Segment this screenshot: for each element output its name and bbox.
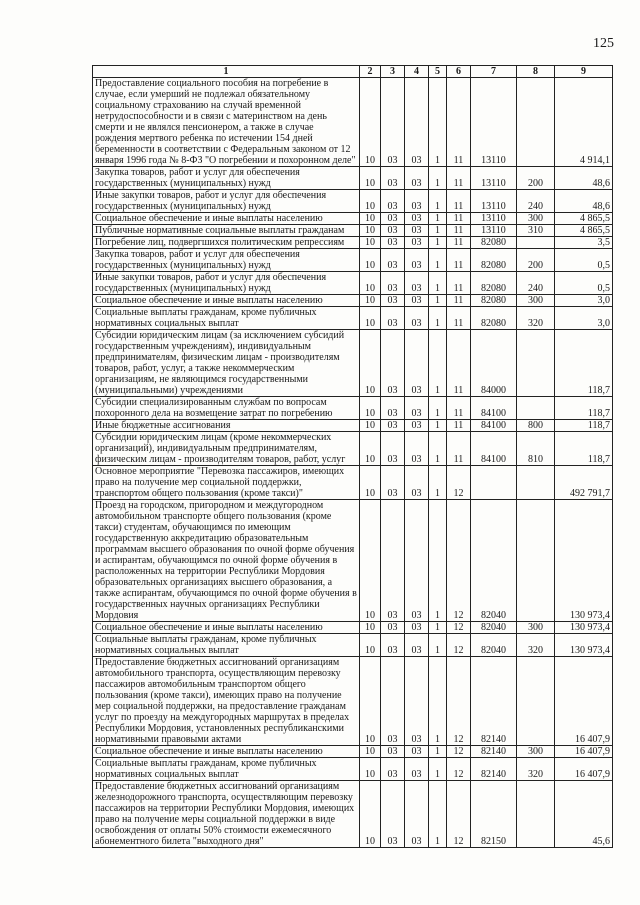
table-row	[93, 500, 613, 622]
code-program: 03	[405, 167, 429, 190]
table-row	[93, 622, 613, 634]
code-direction: 82140	[471, 746, 517, 758]
code-direction: 82040	[471, 622, 517, 634]
code-program: 03	[405, 397, 429, 420]
code-expense-type	[517, 78, 555, 167]
code-subprogram: 1	[429, 213, 447, 225]
table-row	[93, 167, 613, 190]
code-event: 11	[447, 397, 471, 420]
row-name: Публичные нормативные социальные выплаты гражданам	[93, 225, 360, 237]
code-section: 10	[360, 657, 381, 746]
code-subprogram: 1	[429, 330, 447, 397]
code-subprogram: 1	[429, 746, 447, 758]
table-row	[93, 272, 613, 295]
code-direction: 13110	[471, 213, 517, 225]
code-subprogram: 1	[429, 420, 447, 432]
code-direction: 13110	[471, 78, 517, 167]
row-name: Субсидии юридическим лицам (кроме некоммерческих организаций), индивидуальным предпринимателям, физическим лицам - производителям товаров, работ, услуг	[93, 432, 360, 466]
code-section: 10	[360, 307, 381, 330]
code-subprogram: 1	[429, 249, 447, 272]
code-subprogram: 1	[429, 622, 447, 634]
code-program: 03	[405, 500, 429, 622]
code-program: 03	[405, 758, 429, 781]
code-subsection: 03	[381, 225, 405, 237]
amount: 16 407,9	[555, 746, 613, 758]
code-subprogram: 1	[429, 432, 447, 466]
code-event: 12	[447, 634, 471, 657]
table-body	[93, 78, 613, 848]
code-direction: 13110	[471, 167, 517, 190]
table-row	[93, 397, 613, 420]
code-expense-type	[517, 657, 555, 746]
code-subsection: 03	[381, 295, 405, 307]
code-direction: 82140	[471, 758, 517, 781]
code-expense-type	[517, 500, 555, 622]
code-subsection: 03	[381, 307, 405, 330]
code-event: 11	[447, 420, 471, 432]
code-program: 03	[405, 466, 429, 500]
code-event: 12	[447, 781, 471, 848]
amount: 118,7	[555, 330, 613, 397]
code-event: 12	[447, 657, 471, 746]
code-expense-type: 200	[517, 249, 555, 272]
code-program: 03	[405, 622, 429, 634]
code-subsection: 03	[381, 237, 405, 249]
code-direction: 82080	[471, 249, 517, 272]
code-subsection: 03	[381, 622, 405, 634]
header-cell: 2	[360, 66, 381, 78]
amount: 3,0	[555, 307, 613, 330]
row-name: Социальные выплаты гражданам, кроме публичных нормативных социальных выплат	[93, 758, 360, 781]
code-subprogram: 1	[429, 466, 447, 500]
code-program: 03	[405, 78, 429, 167]
code-subsection: 03	[381, 781, 405, 848]
code-subprogram: 1	[429, 237, 447, 249]
code-subsection: 03	[381, 213, 405, 225]
code-subprogram: 1	[429, 295, 447, 307]
header-cell: 5	[429, 66, 447, 78]
code-program: 03	[405, 225, 429, 237]
code-direction: 82080	[471, 295, 517, 307]
code-section: 10	[360, 420, 381, 432]
code-section: 10	[360, 272, 381, 295]
table-row	[93, 432, 613, 466]
code-direction: 82040	[471, 634, 517, 657]
header-cell: 9	[555, 66, 613, 78]
row-name: Социальное обеспечение и иные выплаты населению	[93, 622, 360, 634]
code-subprogram: 1	[429, 190, 447, 213]
code-program: 03	[405, 657, 429, 746]
code-expense-type: 320	[517, 307, 555, 330]
row-name: Социальное обеспечение и иные выплаты населению	[93, 295, 360, 307]
code-event: 11	[447, 167, 471, 190]
code-subsection: 03	[381, 397, 405, 420]
code-section: 10	[360, 746, 381, 758]
row-name: Погребение лиц, подвергшихся политическим репрессиям	[93, 237, 360, 249]
row-name: Социальные выплаты гражданам, кроме публичных нормативных социальных выплат	[93, 307, 360, 330]
code-event: 12	[447, 500, 471, 622]
code-subprogram: 1	[429, 758, 447, 781]
table-row	[93, 466, 613, 500]
code-program: 03	[405, 213, 429, 225]
code-subsection: 03	[381, 432, 405, 466]
row-name: Предоставление социального пособия на погребение в случае, если умерший не подлежал обязательному социальному страхованию на случай временной нетрудоспособности и в связи с материнством на день смерти и не являлся пенсионером, а также в случае рождения мертвого ребенка по истечении 154 дней беременности в соответствии с Федеральным законом от 12 января 1996 года № 8-ФЗ "О погребении и похоронном деле"	[93, 78, 360, 167]
row-name: Субсидии юридическим лицам (за исключением субсидий государственным учреждениям), индивидуальным предпринимателям, физическим лицам - производителям товаров, работ, услуг, а также некоммерческим организациям, не являющимся государственными (муниципальными) учреждениями	[93, 330, 360, 397]
code-section: 10	[360, 634, 381, 657]
row-name: Основное мероприятие "Перевозка пассажиров, имеющих право на получение мер социальной поддержки, транспортом общего пользования (кроме такси)"	[93, 466, 360, 500]
code-expense-type: 810	[517, 432, 555, 466]
code-direction: 13110	[471, 225, 517, 237]
code-subprogram: 1	[429, 307, 447, 330]
table-row	[93, 420, 613, 432]
code-section: 10	[360, 432, 381, 466]
code-subprogram: 1	[429, 225, 447, 237]
code-event: 12	[447, 622, 471, 634]
code-direction: 82150	[471, 781, 517, 848]
code-program: 03	[405, 237, 429, 249]
code-event: 11	[447, 432, 471, 466]
header-cell: 6	[447, 66, 471, 78]
code-event: 11	[447, 78, 471, 167]
row-name: Иные закупки товаров, работ и услуг для обеспечения государственных (муниципальных) нужд	[93, 272, 360, 295]
code-subprogram: 1	[429, 167, 447, 190]
code-program: 03	[405, 781, 429, 848]
code-event: 11	[447, 249, 471, 272]
table-row	[93, 190, 613, 213]
code-subsection: 03	[381, 249, 405, 272]
code-direction: 84000	[471, 330, 517, 397]
code-expense-type: 320	[517, 758, 555, 781]
code-section: 10	[360, 225, 381, 237]
table-row	[93, 249, 613, 272]
code-direction: 13110	[471, 190, 517, 213]
code-event: 11	[447, 190, 471, 213]
code-event: 11	[447, 307, 471, 330]
code-expense-type: 300	[517, 622, 555, 634]
code-subsection: 03	[381, 758, 405, 781]
header-cell: 4	[405, 66, 429, 78]
code-expense-type	[517, 330, 555, 397]
row-name: Предоставление бюджетных ассигнований организациям железнодорожного транспорта, осуществляющим перевозку пассажиров на территории Республики Мордовия, имеющих право на получение меры социальной поддержки в виде освобождения от оплаты 50% стоимости ежемесячного абонементного билета "выходного дня"	[93, 781, 360, 848]
code-subprogram: 1	[429, 272, 447, 295]
amount: 0,5	[555, 249, 613, 272]
amount: 3,0	[555, 295, 613, 307]
code-expense-type	[517, 397, 555, 420]
amount: 45,6	[555, 781, 613, 848]
table-row	[93, 746, 613, 758]
code-direction: 84100	[471, 397, 517, 420]
code-event: 11	[447, 272, 471, 295]
code-program: 03	[405, 634, 429, 657]
code-subprogram: 1	[429, 634, 447, 657]
code-section: 10	[360, 295, 381, 307]
row-name: Проезд на городском, пригородном и междугородном автомобильном транспорте общего пользования (кроме такси) студентам, обучающимся по имеющим государственную аккредитацию образовательным программам высшего образования по очной форме обучения и аспирантам, обучающимся по очной форме обучения в расположенных на территории Республики Мордовия образовательных организациях высшего образования, а также аспирантам, обучающимся по очной форме обучения в государственных научных организациях Республики Мордовия	[93, 500, 360, 622]
code-section: 10	[360, 758, 381, 781]
code-subprogram: 1	[429, 397, 447, 420]
amount: 492 791,7	[555, 466, 613, 500]
code-direction: 82080	[471, 237, 517, 249]
amount: 118,7	[555, 420, 613, 432]
code-program: 03	[405, 746, 429, 758]
code-subsection: 03	[381, 657, 405, 746]
amount: 3,5	[555, 237, 613, 249]
code-subsection: 03	[381, 500, 405, 622]
code-subsection: 03	[381, 330, 405, 397]
code-section: 10	[360, 190, 381, 213]
header-row	[93, 66, 613, 78]
code-expense-type: 310	[517, 225, 555, 237]
row-name: Социальное обеспечение и иные выплаты населению	[93, 213, 360, 225]
code-subsection: 03	[381, 746, 405, 758]
code-section: 10	[360, 397, 381, 420]
code-direction: 84100	[471, 432, 517, 466]
header-cell: 7	[471, 66, 517, 78]
code-section: 10	[360, 213, 381, 225]
table-row	[93, 657, 613, 746]
code-subsection: 03	[381, 466, 405, 500]
code-subsection: 03	[381, 420, 405, 432]
row-name: Иные закупки товаров, работ и услуг для обеспечения государственных (муниципальных) нужд	[93, 190, 360, 213]
table-row	[93, 781, 613, 848]
code-section: 10	[360, 500, 381, 622]
amount: 4 914,1	[555, 78, 613, 167]
amount: 16 407,9	[555, 758, 613, 781]
amount: 48,6	[555, 190, 613, 213]
code-event: 12	[447, 466, 471, 500]
amount: 0,5	[555, 272, 613, 295]
table-row	[93, 78, 613, 167]
row-name: Социальное обеспечение и иные выплаты населению	[93, 746, 360, 758]
budget-table	[92, 65, 613, 848]
code-program: 03	[405, 307, 429, 330]
table-row	[93, 213, 613, 225]
code-section: 10	[360, 781, 381, 848]
row-name: Закупка товаров, работ и услуг для обеспечения государственных (муниципальных) нужд	[93, 249, 360, 272]
amount: 118,7	[555, 397, 613, 420]
row-name: Предоставление бюджетных ассигнований организациям автомобильного транспорта, осуществляющим перевозку пассажиров автомобильным транспортом общего пользования (кроме такси), имеющих право на получение мер социальной поддержки, на предоставление гражданам услуг по проезду на междугородных маршрутах в пределах Республики Мордовия, установленных республиканскими нормативными правовыми актами	[93, 657, 360, 746]
code-direction: 82140	[471, 657, 517, 746]
header-cell: 1	[93, 66, 360, 78]
code-event: 11	[447, 330, 471, 397]
code-section: 10	[360, 622, 381, 634]
amount: 130 973,4	[555, 622, 613, 634]
code-program: 03	[405, 249, 429, 272]
code-event: 11	[447, 295, 471, 307]
page-number: 125	[593, 36, 614, 51]
code-expense-type: 300	[517, 213, 555, 225]
row-name: Закупка товаров, работ и услуг для обеспечения государственных (муниципальных) нужд	[93, 167, 360, 190]
code-subprogram: 1	[429, 781, 447, 848]
table-row	[93, 237, 613, 249]
table-row	[93, 330, 613, 397]
code-section: 10	[360, 249, 381, 272]
code-expense-type: 320	[517, 634, 555, 657]
code-program: 03	[405, 272, 429, 295]
code-event: 11	[447, 225, 471, 237]
code-event: 11	[447, 213, 471, 225]
code-section: 10	[360, 237, 381, 249]
code-direction: 84100	[471, 420, 517, 432]
code-event: 11	[447, 237, 471, 249]
code-direction: 82080	[471, 272, 517, 295]
amount: 130 973,4	[555, 634, 613, 657]
code-expense-type	[517, 466, 555, 500]
table-row	[93, 758, 613, 781]
code-program: 03	[405, 190, 429, 213]
code-subsection: 03	[381, 634, 405, 657]
code-expense-type: 240	[517, 190, 555, 213]
code-event: 12	[447, 758, 471, 781]
code-direction: 82040	[471, 500, 517, 622]
code-section: 10	[360, 330, 381, 397]
row-name: Субсидии специализированным службам по вопросам похоронного дела на возмещение затрат по погребению	[93, 397, 360, 420]
header-cell: 8	[517, 66, 555, 78]
code-program: 03	[405, 420, 429, 432]
code-subsection: 03	[381, 272, 405, 295]
code-section: 10	[360, 167, 381, 190]
amount: 16 407,9	[555, 657, 613, 746]
code-subsection: 03	[381, 190, 405, 213]
code-section: 10	[360, 466, 381, 500]
code-expense-type: 200	[517, 167, 555, 190]
code-section: 10	[360, 78, 381, 167]
code-subprogram: 1	[429, 78, 447, 167]
code-expense-type	[517, 781, 555, 848]
code-program: 03	[405, 295, 429, 307]
code-subprogram: 1	[429, 500, 447, 622]
code-expense-type: 300	[517, 746, 555, 758]
amount: 118,7	[555, 432, 613, 466]
code-direction	[471, 466, 517, 500]
code-program: 03	[405, 330, 429, 397]
amount: 4 865,5	[555, 225, 613, 237]
table-row	[93, 307, 613, 330]
header-cell: 3	[381, 66, 405, 78]
code-subprogram: 1	[429, 657, 447, 746]
row-name: Социальные выплаты гражданам, кроме публичных нормативных социальных выплат	[93, 634, 360, 657]
row-name: Иные бюджетные ассигнования	[93, 420, 360, 432]
code-program: 03	[405, 432, 429, 466]
code-expense-type: 800	[517, 420, 555, 432]
code-subsection: 03	[381, 78, 405, 167]
amount: 4 865,5	[555, 213, 613, 225]
code-subsection: 03	[381, 167, 405, 190]
amount: 130 973,4	[555, 500, 613, 622]
code-expense-type: 300	[517, 295, 555, 307]
code-expense-type	[517, 237, 555, 249]
code-expense-type: 240	[517, 272, 555, 295]
table-row	[93, 225, 613, 237]
code-direction: 82080	[471, 307, 517, 330]
code-event: 12	[447, 746, 471, 758]
table-row	[93, 295, 613, 307]
amount: 48,6	[555, 167, 613, 190]
table-row	[93, 634, 613, 657]
